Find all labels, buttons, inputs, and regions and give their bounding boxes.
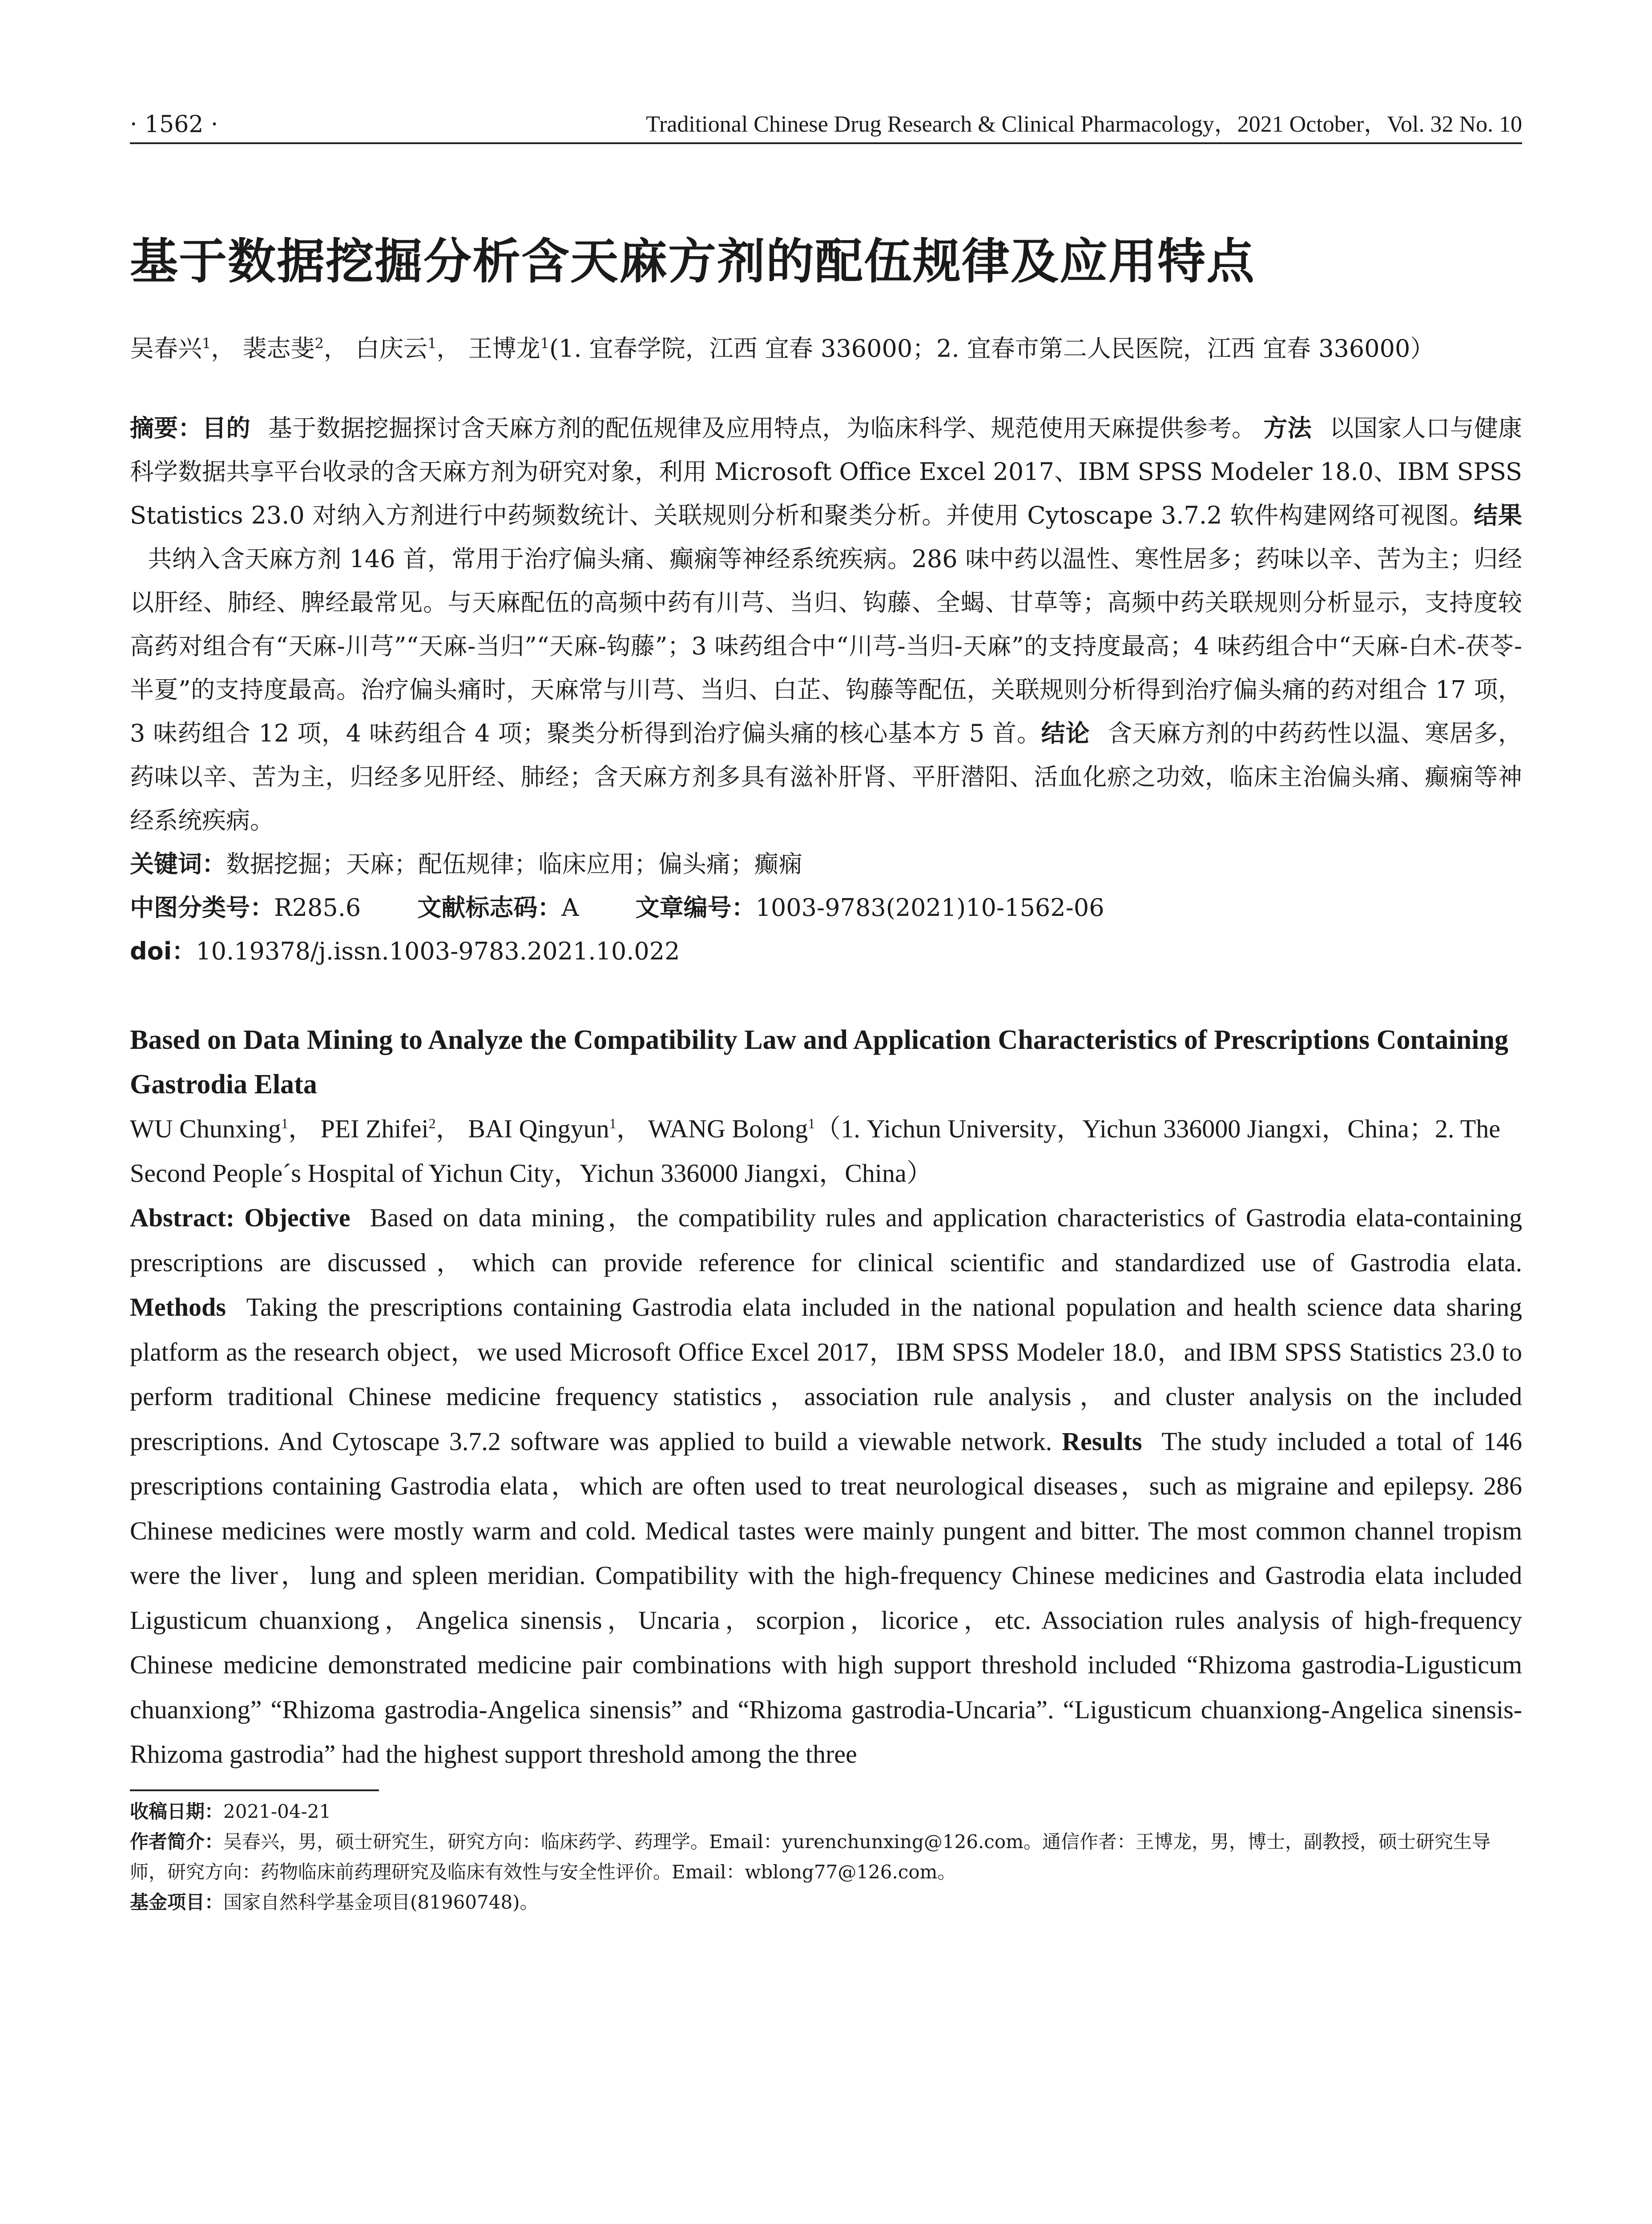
- objective-en-text: Based on data mining，the compatibility rules and application characteristics of Gastrodia elata-containing prescriptions are discussed，which can provide reference for clinical scientific and standardized use of Gastrodia elata.: [130, 1203, 1523, 1277]
- methods-text: 以国家人口与健康科学数据共享平台收录的含天麻方剂为研究对象，利用 Microsoft Office Excel 2017、IBM SPSS Modeler 18.0、IBM SPSS Statistics 23.0 对纳入方剂进行中药频数统计、关联规则分析和聚类分析。并使用 Cytoscape 3.7.2 软件构建网络可视图。: [130, 414, 1523, 529]
- author-4: 王博龙: [468, 334, 540, 363]
- author-en-1: WU Chunxing: [130, 1114, 281, 1143]
- authors-english: WU Chunxing$^1$， PEI Zhifei$^2$， BAI Qingyun$^1$， WANG Bolong$^1$（1. Yichun University，Yichun 336000 Jiangxi，China；2. The Second People´s Hospital of Yichun City，Yichun 336000 Jiangxi，China）: [130, 1114, 1500, 1188]
- results-en-label: Results: [1062, 1426, 1142, 1456]
- author-3: 白庆云: [355, 334, 428, 363]
- author-1: 吴春兴: [130, 334, 202, 363]
- abstract-label: 摘要：: [130, 414, 202, 442]
- conclusion-text: 含天麻方剂的中药药性以温、寒居多，药味以辛、苦为主，归经多见肝经、肺经；含天麻方剂多具有滋补肝肾、平肝潜阳、活血化瘀之功效，临床主治偏头痛、癫痫等神经系统疾病。: [130, 719, 1522, 834]
- keywords: [130, 842, 1522, 886]
- running-header: [130, 102, 1522, 144]
- footnote-received: 收稿日期：2021-04-21: [130, 1800, 331, 1822]
- doc-code-value: A: [561, 894, 579, 922]
- footnote-divider: [130, 1789, 379, 1791]
- methods-en-label: Methods: [130, 1293, 226, 1322]
- results-label: 结果: [1474, 501, 1522, 529]
- keywords-label: 关键词：: [130, 850, 226, 878]
- abstract-en-label: Abstract:: [130, 1203, 235, 1232]
- article-page: [130, 102, 1522, 1918]
- footnote-author-bio: 作者简介：吴春兴，男，硕士研究生，研究方向：临床药学、药理学。Email：yurenchunxing@126.com。通信作者：王博龙，男，博士，副教授，硕士研究生导师，研究方向：药物临床前药理研究及临床有效性与安全性评价。Email：wblong77@126.com。: [130, 1830, 1491, 1883]
- doc-code-label: 文献标志码：: [417, 894, 562, 922]
- abstract-english: [130, 1196, 1522, 1777]
- methods-en-text: Taking the prescriptions containing Gastrodia elata included in the national population and health science data sharing platform as the research object，we used Microsoft Office Excel 2017，IBM SPSS Modeler 18.0，and IBM SPSS Statistics 23.0 to perform traditional Chinese medicine frequency statistics，association rule analysis，and cluster analysis on the included prescriptions. And Cytoscape 3.7.2 software was applied to build a viewable network.: [130, 1293, 1523, 1456]
- title-chinese: 基于数据挖掘分析含天麻方剂的配伍规律及应用特点: [130, 234, 1256, 290]
- doi: [130, 930, 1522, 973]
- article-number-value: 1003-9783(2021)10-1562-06: [755, 894, 1104, 922]
- author-en-4: WANG Bolong: [648, 1114, 808, 1143]
- keywords-text: 数据挖掘；天麻；配伍规律；临床应用；偏头痛；癫痫: [226, 850, 802, 878]
- title-english: Based on Data Mining to Analyze the Compatibility Law and Application Characteristics of Prescriptions Containing Gastrodia Elata: [130, 1025, 1508, 1100]
- doi-value: 10.19378/j.issn.1003-9783.2021.10.022: [196, 937, 680, 965]
- conclusion-label: 结论: [1041, 719, 1090, 747]
- clc-label: 中图分类号：: [130, 894, 274, 922]
- objective-en-label: Objective: [244, 1203, 351, 1232]
- objective-label: 目的: [202, 414, 250, 442]
- objective-text: 基于数据挖掘探讨含天麻方剂的配伍规律及应用特点，为临床科学、规范使用天麻提供参考。: [268, 414, 1256, 442]
- affiliation-chinese: (1. 宜春学院，江西 宜春 336000；2. 宜春市第二人民医院，江西 宜春 336000）: [549, 334, 1434, 363]
- page-number: · 1562 ·: [130, 111, 218, 138]
- classification: [130, 886, 1522, 930]
- author-2: 裴志斐: [242, 334, 315, 363]
- results-en-text: The study included a total of 146 prescriptions containing Gastrodia elata，which are often used to treat neurological diseases，such as migraine and epilepsy. 286 Chinese medicines were mostly warm and cold. Medical tastes were mainly pungent and bitter. The most common channel tropism were the liver，lung and spleen meridian. Compatibility with the high-frequency Chinese medicines and Gastrodia elata included Ligusticum chuanxiong，Angelica sinensis，Uncaria，scorpion，licorice，etc. Association rules analysis of high-frequency Chinese medicine demonstrated medicine pair combinations with high support threshold included “Rhizoma gastrodia-Ligusticum chuanxiong” “Rhizoma gastrodia-Angelica sinensis” and “Rhizoma gastrodia-Uncaria”. “Ligusticum chuanxiong-Angelica sinensis-Rhizoma gastrodia” had the highest support threshold among the three: [130, 1426, 1522, 1769]
- journal-info: Traditional Chinese Drug Research & Clinical Pharmacology，2021 October，Vol. 32 No. 10: [646, 112, 1522, 137]
- results-text: 共纳入含天麻方剂 146 首，常用于治疗偏头痛、癫痫等神经系统疾病。286 味中药以温性、寒性居多；药味以辛、苦为主；归经以肝经、肺经、脾经最常见。与天麻配伍的高频中药有川芎、当归、钩藤、全蝎、甘草等；高频中药关联规则分析显示，支持度较高药对组合有“天麻-川芎”“天麻-当归”“天麻-钩藤”；3 味药组合中“川芎-当归-天麻”的支持度最高；4 味药组合中“天麻-白术-茯苓-半夏”的支持度最高。治疗偏头痛时，天麻常与川芎、当归、白芷、钩藤等配伍，关联规则分析得到治疗偏头痛的药对组合 17 项，3 味药组合 12 项，4 味药组合 4 项；聚类分析得到治疗偏头痛的核心基本方 5 首。: [130, 545, 1522, 747]
- article-number-label: 文章编号：: [635, 894, 756, 922]
- doi-label: doi：: [130, 937, 196, 965]
- footnote-fund: 基金项目：国家自然科学基金项目(81960748)。: [130, 1891, 539, 1913]
- authors-chinese: 吴春兴$^1$， 裴志斐$^2$， 白庆云$^1$， 王博龙$^1$(1. 宜春学院，江西 宜春 336000；2. 宜春市第二人民医院，江西 宜春 336000）: [130, 334, 1434, 363]
- author-en-3: BAI Qingyun: [468, 1114, 609, 1143]
- author-en-2: PEI Zhifei: [320, 1114, 429, 1143]
- methods-label: 方法: [1263, 414, 1312, 442]
- affiliation-english: （1. Yichun University，Yichun 336000 Jiangxi，China；2. The Second People´s Hospital of Yichun City，Yichun 336000 Jiangxi，China）: [130, 1114, 1500, 1188]
- clc-value: R285.6: [274, 894, 361, 922]
- abstract-chinese: [130, 407, 1522, 842]
- footnotes: [130, 1797, 1522, 1918]
